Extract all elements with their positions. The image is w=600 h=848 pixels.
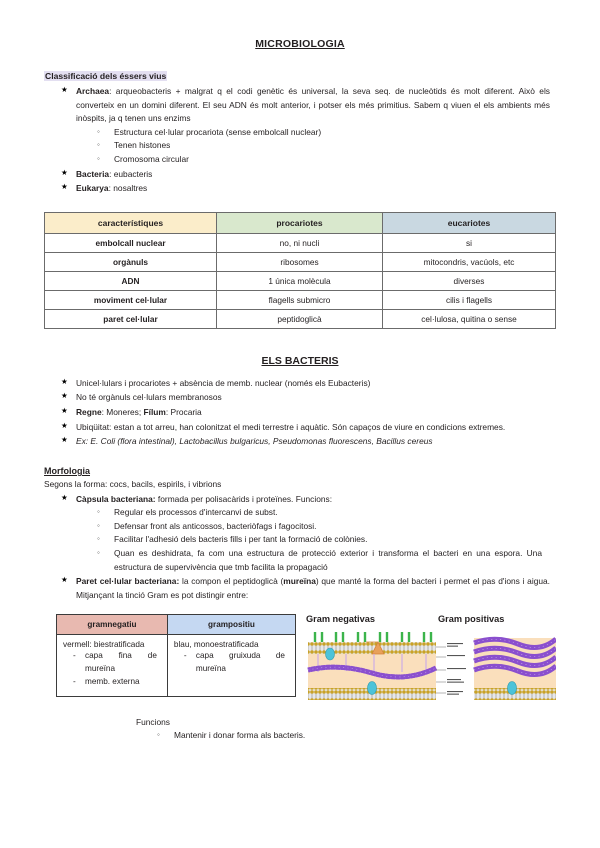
list-item-paret xyxy=(76,575,556,602)
table-body xyxy=(45,233,556,328)
comparison-table-wrap xyxy=(44,212,556,329)
table-row xyxy=(45,233,556,252)
bacteria-label: Bacteria xyxy=(76,168,110,179)
comparison-table xyxy=(44,212,556,329)
table-head xyxy=(45,212,556,233)
col-header-procariotes: procariotes xyxy=(217,212,383,233)
filum-label: Fílum xyxy=(143,407,166,418)
cell-gramnegatiu xyxy=(57,635,168,696)
row-header: moviment cel·lular xyxy=(45,290,217,309)
col-header-eucariotes: eucariotes xyxy=(383,212,556,233)
paret-text-b: ) que manté la forma del bacteri i permet el pas d'ions i aigua. Mitjançant la tinció Gram es pot distingir entre: xyxy=(76,576,550,600)
paret-label: Paret cel·lular bacteriana: xyxy=(76,576,180,587)
list-item-bacteria xyxy=(76,168,556,182)
col-header-caracteristiques: característiques xyxy=(45,212,217,233)
diagram-title-left: Gram negativas xyxy=(306,614,375,625)
funcions-block xyxy=(44,717,556,743)
gram-stain-diagram xyxy=(306,614,556,707)
eukarya-text: : nosaltres xyxy=(108,183,148,194)
col-header-gramnegatiu: gramnegatiu xyxy=(57,615,168,635)
page-title: MICROBIOLOGIA xyxy=(255,38,345,50)
cell: diverses xyxy=(383,271,556,290)
capsula-sublist xyxy=(76,506,550,574)
grampositiu-lead: blau, monoestratificada xyxy=(173,640,259,650)
diagram-micro-labels xyxy=(447,643,466,695)
capsula-label: Càpsula bacteriana: xyxy=(76,493,156,504)
archaea-label: Archaea xyxy=(76,86,110,96)
table-header-row xyxy=(45,212,556,233)
cell: flagells submicro xyxy=(217,290,383,309)
section-classificacio-heading-wrap xyxy=(44,66,556,85)
table-header-row xyxy=(57,615,296,635)
list-item-archaea xyxy=(76,85,556,167)
cell-grampositiu xyxy=(167,635,295,696)
table-row xyxy=(45,252,556,271)
table-body xyxy=(57,635,296,696)
section-bacteris-heading: ELS BACTERIS xyxy=(261,354,339,367)
list-item: - memb. externa xyxy=(85,676,161,689)
list-item: ◦ Estructura cel·lular procariota (sense embolcall nuclear) xyxy=(114,126,550,140)
cell: mitocondris, vacúols, etc xyxy=(383,252,556,271)
archaea-sublist xyxy=(76,126,550,167)
morfologia-list xyxy=(44,493,556,603)
gramnegatiu-lead: vermell: biestratificada xyxy=(63,640,145,650)
cell: cel·lulosa, quitina o sense xyxy=(383,309,556,328)
list-item: ◦ Regular els processos d'intercanvi de subst. xyxy=(114,506,550,520)
list-item-exemples xyxy=(76,435,556,449)
archaea-text: : arqueobacteris + malgrat q el codi genètic és universal, la seva seq. de nucleòtids és molt diferent. Això els converteix en un domini diferent. El seu ADN és molt anterior, i potser els més primitius. Sabem q viuen el els ambients més inòspits, ja q tenen uns enzims xyxy=(76,86,550,124)
spacer xyxy=(44,329,556,355)
list-item: ◦ Tenen histones xyxy=(114,139,550,153)
table-row xyxy=(45,271,556,290)
list-item: ★ Unicel·lulars i procariotes + absència de memb. nuclear (només els Eubacteris) xyxy=(76,377,556,391)
cell: 1 única molècula xyxy=(217,271,383,290)
section-classificacio-heading: Classificació dels éssers vius xyxy=(45,71,167,81)
porin-icon xyxy=(326,648,335,660)
morfologia-intro: Segons la forma: cocs, bacils, espirils, i vibrions xyxy=(44,478,222,489)
cell: cilis i flagells xyxy=(383,290,556,309)
cell: peptidoglicà xyxy=(217,309,383,328)
paret-text-a: la compon el peptidoglicà ( xyxy=(179,576,284,587)
gram-negative-cell xyxy=(308,632,436,700)
list-item: ★ No té orgànuls cel·lulars membranosos xyxy=(76,391,556,405)
regne-label: Regne xyxy=(76,407,102,418)
row-header: paret cel·lular xyxy=(45,309,217,328)
list-item-eukarya xyxy=(76,182,556,196)
table-row xyxy=(57,635,296,696)
bacteris-list xyxy=(44,377,556,449)
funcions-list xyxy=(136,729,556,743)
classificacio-list xyxy=(44,85,556,196)
gram-section xyxy=(44,614,556,707)
filum-text: : Procaria xyxy=(165,407,202,418)
lps-chains-icon xyxy=(315,632,431,643)
capsula-text: formada per polisacàrids i proteïnes. Funcions: xyxy=(155,493,333,504)
table-head xyxy=(57,615,296,635)
eukarya-label: Eukarya xyxy=(76,183,109,194)
bacteria-text: : eubacteris xyxy=(109,168,153,179)
list-item: ◦ Facilitar l'adhesió dels bacteris fills i per tant la formació de colònies. xyxy=(114,533,550,547)
row-header: orgànuls xyxy=(45,252,217,271)
row-header: embolcall nuclear xyxy=(45,233,217,252)
table-row xyxy=(45,309,556,328)
col-header-grampositiu: grampositiu xyxy=(167,615,295,635)
list-item: ◦ Quan es deshidrata, fa com una estructura de protecció exterior i transforma el bacteri en una espora. Una estructura de supervivència que tmb facilita la propagació xyxy=(114,547,550,574)
funcions-heading: Funcions xyxy=(136,717,170,728)
list-item-regne xyxy=(76,406,556,420)
list-item: ◦ Defensar front als anticossos, bacteriòfags i fagocitosi. xyxy=(114,520,550,534)
exemples-text: Ex: E. Coli (flora intestinal), Lactobacillus bulgaricus, Pseudomonas fluorescens, Bacillus cereus xyxy=(76,436,433,447)
gram-positive-cell xyxy=(474,638,556,700)
list-item: ◦ Mantenir i donar forma als bacteris. xyxy=(174,729,556,743)
regne-text: : Moneres; xyxy=(101,407,144,418)
diagram-title-right: Gram positivas xyxy=(438,614,505,625)
list-item: ★ Ubiqüitat: estan a tot arreu, han colonitzat el medi terrestre i aquàtic. Són capaços de viure en condicions extremes. xyxy=(76,421,556,435)
cell: si xyxy=(383,233,556,252)
morfologia-heading: Morfologia xyxy=(44,465,90,476)
membrane-illustration xyxy=(306,630,556,702)
cell: no, ni nucli xyxy=(217,233,383,252)
membrane-protein-icon xyxy=(368,682,377,695)
gram-table xyxy=(56,614,296,696)
list-item: - capa fina de mureïna xyxy=(85,650,161,675)
row-header: ADN xyxy=(45,271,217,290)
list-item: ◦ Cromosoma circular xyxy=(114,153,550,167)
spacer xyxy=(44,450,556,466)
diagram-titles xyxy=(306,614,556,624)
cell: ribosomes xyxy=(217,252,383,271)
diagram-leader-lines xyxy=(436,647,446,693)
mureina-label: mureïna xyxy=(283,576,316,587)
list-item: - capa gruixuda de mureïna xyxy=(196,650,289,675)
grampositiu-items xyxy=(174,650,289,675)
gramnegatiu-items xyxy=(63,650,161,688)
table-row xyxy=(45,290,556,309)
list-item-capsula xyxy=(76,493,556,575)
membrane-protein-icon xyxy=(508,682,517,695)
